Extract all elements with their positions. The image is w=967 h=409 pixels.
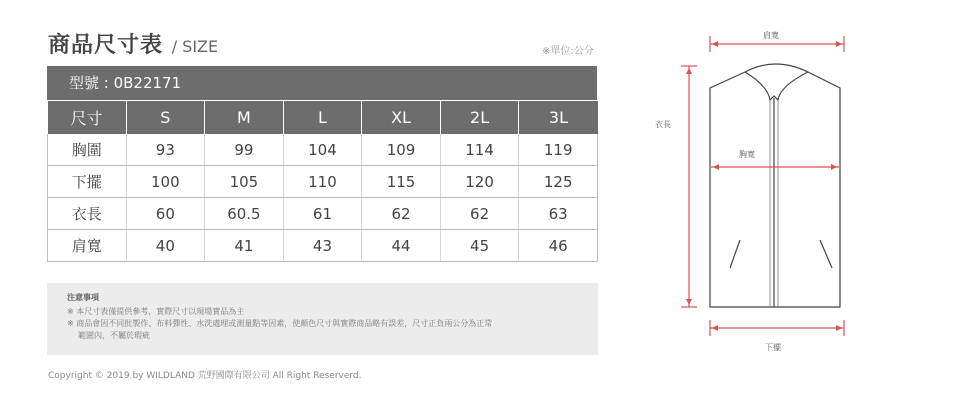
table-cell: 125	[519, 166, 598, 198]
table-cell: 62	[362, 198, 441, 230]
row-label: 下擺	[48, 166, 127, 198]
table-cell: 105	[205, 166, 284, 198]
shoulder-label: 肩寬	[763, 31, 779, 40]
title-text: 商品尺寸表	[48, 33, 164, 58]
header-cell: XL	[362, 101, 441, 134]
header-cell: L	[283, 101, 362, 134]
table-cell: 43	[283, 230, 362, 262]
table-cell: 44	[362, 230, 441, 262]
table-cell: 46	[519, 230, 598, 262]
table-cell: 99	[205, 134, 284, 166]
header-cell: M	[205, 101, 284, 134]
row-label: 衣長	[48, 198, 127, 230]
table-cell: 60.5	[205, 198, 284, 230]
table-cell: 110	[283, 166, 362, 198]
hem-measure	[710, 320, 844, 336]
table-cell: 93	[126, 134, 205, 166]
notes-line: ※ 商品會因不同批製作、布料彈性、水洗處理或測量點等因素，使顏色尺寸與實際商品略有誤差，尺寸正負兩公分為正常	[67, 319, 493, 328]
table-cell: 100	[126, 166, 205, 198]
table-cell: 40	[126, 230, 205, 262]
copyright: Copyright © 2019 by WILDLAND 荒野國際有限公司 All Right Reserverd.	[48, 371, 362, 381]
header-cell: 2L	[440, 101, 519, 134]
table-cell: 120	[440, 166, 519, 198]
vest-illustration	[710, 64, 840, 307]
table-cell: 61	[283, 198, 362, 230]
table-cell: 104	[283, 134, 362, 166]
unit-note: ※單位:公分	[542, 46, 594, 57]
table-cell: 45	[440, 230, 519, 262]
header-cell: 3L	[519, 101, 598, 134]
table-cell: 109	[362, 134, 441, 166]
table-cell: 60	[126, 198, 205, 230]
hem-label: 下擺	[765, 343, 781, 352]
header-cell: S	[126, 101, 205, 134]
table-cell: 63	[519, 198, 598, 230]
header-cell: 尺寸	[48, 101, 127, 134]
notes-line: 範圍內，不屬於瑕疵	[78, 331, 150, 340]
title-subtitle: / SIZE	[171, 37, 219, 56]
notes-line: ※ 本尺寸表僅提供參考，實際尺寸以現場實品為主	[67, 307, 245, 316]
length-label: 衣長	[655, 120, 671, 129]
row-label: 肩寬	[48, 230, 127, 262]
table-cell: 62	[440, 198, 519, 230]
table-cell: 114	[440, 134, 519, 166]
notes-title: 注意事項	[67, 293, 99, 302]
chest-label: 胸寬	[739, 150, 755, 159]
model-bar: 型號 : 0B22171	[47, 66, 597, 100]
row-label: 胸圍	[48, 134, 127, 166]
length-measure	[681, 66, 697, 307]
table-cell: 119	[519, 134, 598, 166]
table-cell: 115	[362, 166, 441, 198]
table-cell: 41	[205, 230, 284, 262]
